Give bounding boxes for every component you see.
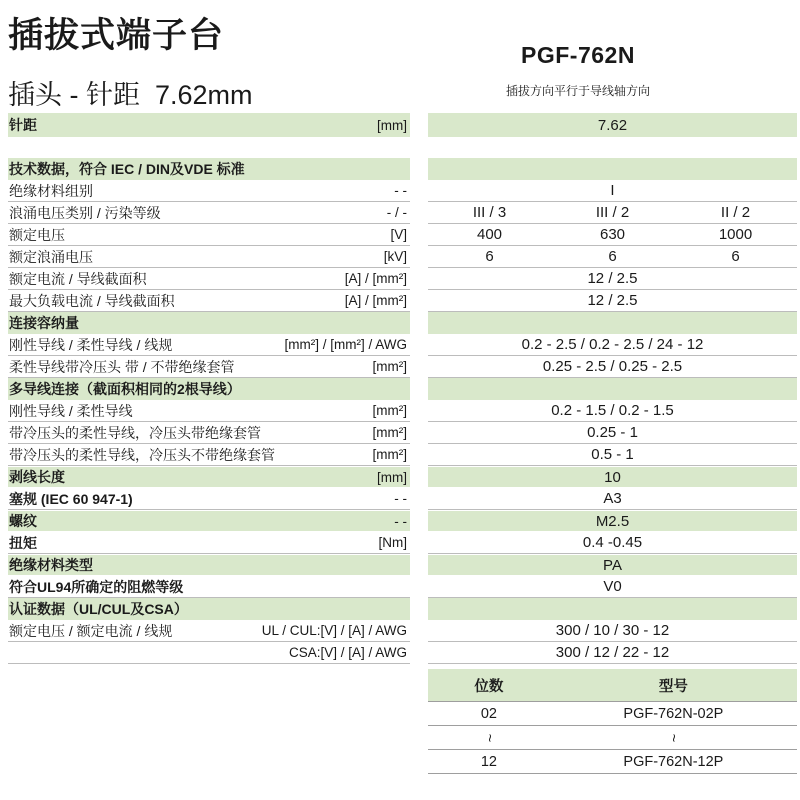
row-right bbox=[428, 356, 797, 378]
part-number: ~ bbox=[665, 733, 682, 742]
row-left bbox=[8, 290, 410, 312]
row-left bbox=[8, 246, 410, 268]
spec-row bbox=[8, 532, 797, 554]
row-right bbox=[428, 488, 797, 510]
row-label: 最大负载电流 / 导线截面积 bbox=[9, 292, 175, 309]
row-right bbox=[428, 113, 797, 137]
row-unit: - - bbox=[394, 513, 407, 529]
row-right bbox=[428, 444, 797, 466]
row-label: 带冷压头的柔性导线，冷压头带绝缘套管 bbox=[9, 424, 261, 441]
row-label: 扭矩 bbox=[9, 534, 37, 551]
row-left bbox=[8, 642, 410, 664]
model-table-rows bbox=[428, 702, 797, 774]
row-label: 认证数据（UL/CUL及CSA） bbox=[9, 601, 188, 617]
section-header-row bbox=[8, 312, 797, 334]
model-row bbox=[428, 750, 797, 774]
row-label: 额定电压 bbox=[9, 226, 65, 243]
row-value: 630 bbox=[599, 226, 626, 243]
part-number: PGF-762N-02P bbox=[623, 705, 724, 722]
spec-row bbox=[8, 576, 797, 598]
row-label: 额定电压 / 额定电流 / 线规 bbox=[9, 622, 173, 639]
spec-row bbox=[8, 334, 797, 356]
row-unit: [mm²] bbox=[372, 359, 407, 374]
row-label: 螺纹 bbox=[9, 513, 37, 529]
row-label: 额定浪涌电压 bbox=[9, 248, 93, 265]
row-label: 符合UL94所确定的阻燃等级 bbox=[9, 578, 184, 595]
row-value: 0.4 -0.45 bbox=[582, 534, 643, 551]
model-table bbox=[428, 669, 797, 774]
spec-row bbox=[8, 400, 797, 422]
row-right bbox=[428, 268, 797, 290]
row-value: 300 / 12 / 22 - 12 bbox=[555, 644, 670, 661]
row-label: 绝缘材料类型 bbox=[9, 557, 93, 573]
row-label: 浪涌电压类别 / 污染等级 bbox=[9, 204, 161, 221]
spec-row bbox=[8, 113, 797, 137]
row-left bbox=[8, 202, 410, 224]
pins-column-header: 位数 bbox=[474, 678, 504, 695]
model-orientation-note: 插拔方向平行于导线轴方向 bbox=[505, 84, 650, 98]
row-left bbox=[8, 467, 410, 487]
row-right bbox=[428, 312, 797, 334]
row-unit: [mm] bbox=[377, 469, 407, 485]
row-value: II / 2 bbox=[720, 204, 751, 221]
row-right bbox=[428, 620, 797, 642]
row-right bbox=[428, 400, 797, 422]
row-right bbox=[428, 511, 797, 531]
row-unit: [mm²] bbox=[372, 425, 407, 440]
spec-row bbox=[8, 224, 797, 246]
pin-count: 02 bbox=[480, 705, 497, 722]
row-value: III / 2 bbox=[595, 204, 630, 221]
row-left bbox=[8, 620, 410, 642]
spec-row bbox=[8, 511, 797, 531]
spec-row bbox=[8, 467, 797, 487]
row-right bbox=[428, 422, 797, 444]
spec-row bbox=[8, 180, 797, 202]
row-unit: [mm²] bbox=[372, 403, 407, 418]
row-left bbox=[8, 158, 410, 180]
row-right bbox=[428, 334, 797, 356]
row-label: 柔性导线带冷压头 带 / 不带绝缘套管 bbox=[9, 358, 235, 375]
row-unit: [mm²] bbox=[372, 447, 407, 462]
row-left bbox=[8, 312, 410, 334]
row-right bbox=[428, 532, 797, 554]
row-value: 300 / 10 / 30 - 12 bbox=[555, 622, 670, 639]
row-unit: [kV] bbox=[383, 249, 407, 264]
row-value: 12 / 2.5 bbox=[587, 292, 638, 309]
row-label: 额定电流 / 导线截面积 bbox=[9, 270, 147, 287]
part-number: PGF-762N-12P bbox=[623, 753, 724, 770]
row-value: 0.2 - 1.5 / 0.2 - 1.5 bbox=[551, 402, 674, 419]
row-value: 0.25 - 2.5 / 0.25 - 2.5 bbox=[542, 358, 683, 375]
row-unit: - - bbox=[394, 491, 407, 506]
row-left bbox=[8, 334, 410, 356]
spec-table bbox=[8, 113, 797, 664]
row-label: 多导线连接（截面积相同的2根导线） bbox=[9, 381, 241, 397]
row-left bbox=[8, 378, 410, 400]
row-left bbox=[8, 268, 410, 290]
table-gap bbox=[8, 138, 797, 158]
row-unit: - / - bbox=[386, 205, 407, 220]
row-unit: [V] bbox=[390, 227, 407, 242]
model-row bbox=[428, 702, 797, 726]
pin-count: 12 bbox=[480, 753, 497, 770]
row-unit: [A] / [mm²] bbox=[344, 271, 407, 286]
row-left bbox=[8, 224, 410, 246]
row-label: 塞规 (IEC 60 947-1) bbox=[9, 490, 133, 507]
row-right bbox=[428, 246, 797, 268]
row-right bbox=[428, 576, 797, 598]
row-left bbox=[8, 555, 410, 575]
spec-row bbox=[8, 488, 797, 510]
row-right bbox=[428, 224, 797, 246]
row-left bbox=[8, 400, 410, 422]
row-left bbox=[8, 576, 410, 598]
row-unit: UL / CUL:[V] / [A] / AWG bbox=[261, 623, 407, 638]
row-value: 400 bbox=[476, 226, 503, 243]
row-left bbox=[8, 511, 410, 531]
row-label: 绝缘材料组别 bbox=[9, 182, 93, 199]
page-title: 插拔式端子台 bbox=[8, 16, 225, 55]
row-value: PA bbox=[603, 556, 622, 574]
section-header-row bbox=[8, 158, 797, 180]
row-value: 0.5 - 1 bbox=[591, 446, 634, 463]
model-row bbox=[428, 726, 797, 750]
row-left bbox=[8, 113, 410, 137]
row-left bbox=[8, 532, 410, 554]
row-right bbox=[428, 598, 797, 620]
row-value: 1000 bbox=[718, 226, 753, 243]
row-unit: - - bbox=[394, 183, 407, 198]
row-value: 6 bbox=[608, 248, 617, 265]
row-left bbox=[8, 422, 410, 444]
spec-row bbox=[8, 246, 797, 268]
row-label: 带冷压头的柔性导线，冷压头不带绝缘套管 bbox=[9, 446, 275, 463]
pin-count: ~ bbox=[480, 733, 497, 742]
row-value: III / 3 bbox=[472, 204, 507, 221]
model-header bbox=[430, 42, 726, 99]
row-right bbox=[428, 467, 797, 487]
section-header-row bbox=[8, 378, 797, 400]
row-right bbox=[428, 180, 797, 202]
row-label: 连接容纳量 bbox=[9, 315, 79, 331]
header bbox=[8, 0, 797, 112]
row-label: 剥线长度 bbox=[9, 469, 65, 485]
row-label: 刚性导线 / 柔性导线 bbox=[9, 402, 133, 419]
row-right bbox=[428, 202, 797, 224]
part-number-column-header: 型号 bbox=[658, 678, 688, 695]
row-value: 6 bbox=[485, 248, 494, 265]
row-right bbox=[428, 158, 797, 180]
row-left bbox=[8, 180, 410, 202]
row-unit: CSA:[V] / [A] / AWG bbox=[288, 645, 407, 660]
row-left bbox=[8, 444, 410, 466]
row-value: V0 bbox=[603, 578, 622, 595]
row-value: I bbox=[610, 182, 615, 199]
spec-row bbox=[8, 444, 797, 466]
row-label: 技术数据，符合 IEC / DIN及VDE 标准 bbox=[9, 161, 245, 177]
row-unit: [Nm] bbox=[378, 535, 407, 550]
spec-row bbox=[8, 642, 797, 664]
row-left bbox=[8, 356, 410, 378]
row-unit: [mm²] / [mm²] / AWG bbox=[284, 337, 407, 352]
row-left bbox=[8, 598, 410, 620]
spec-row bbox=[8, 202, 797, 224]
row-left bbox=[8, 488, 410, 510]
row-right bbox=[428, 555, 797, 575]
spec-row bbox=[8, 555, 797, 575]
model-table-header bbox=[428, 669, 797, 702]
section-header-row bbox=[8, 598, 797, 620]
row-value: 0.2 - 2.5 / 0.2 - 2.5 / 24 - 12 bbox=[521, 336, 704, 353]
row-unit: [A] / [mm²] bbox=[344, 293, 407, 308]
row-value: 12 / 2.5 bbox=[587, 270, 638, 287]
row-unit: [mm] bbox=[377, 117, 407, 133]
spec-row bbox=[8, 422, 797, 444]
spec-row bbox=[8, 620, 797, 642]
model-number: PGF-762N bbox=[521, 42, 635, 68]
row-value: M2.5 bbox=[595, 512, 630, 530]
row-value: 10 bbox=[604, 468, 621, 486]
row-value: A3 bbox=[603, 490, 622, 507]
row-label: 针距 bbox=[9, 117, 37, 133]
row-value: 7.62 bbox=[597, 116, 628, 134]
page-subtitle: 插头 - 针距 7.62mm bbox=[8, 80, 253, 110]
spec-row bbox=[8, 356, 797, 378]
row-value: 0.25 - 1 bbox=[587, 424, 638, 441]
row-value: 6 bbox=[731, 248, 740, 265]
row-right bbox=[428, 378, 797, 400]
spec-row bbox=[8, 268, 797, 290]
row-right bbox=[428, 290, 797, 312]
spec-row bbox=[8, 290, 797, 312]
row-right bbox=[428, 642, 797, 664]
row-label: 刚性导线 / 柔性导线 / 线规 bbox=[9, 336, 173, 353]
